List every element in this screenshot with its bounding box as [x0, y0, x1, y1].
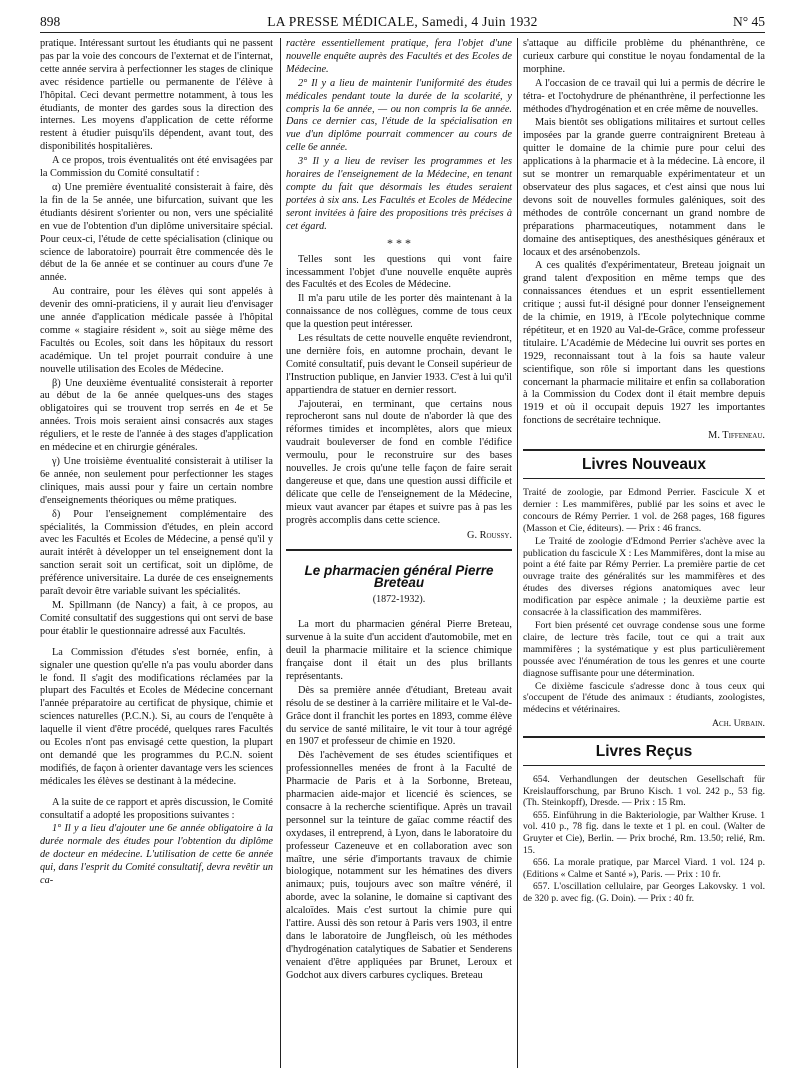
paragraph: J'ajouterai, en terminant, que certains nous reprocheront sans nul doute de n'aborder là que des réformes timides et incomplètes, alors que mieux vaudrait bouleverser de fond en comble l'édifice vermoulu, pour le reconstruire sur des bases nouvelles. Je crois qu'une telle façon de faire serait dangereuse et que, dans une question aussi difficile et délicate que celle de l'enseignement de la Médecine, mieux vaut avancer par étapes et suivre pas à pas les progrès accomplis dans cette science. [286, 398, 512, 526]
section-title-livres-recus: Livres Reçus [523, 742, 765, 766]
paragraph: δ) Pour l'enseignement complémentaire des spécialités, la Commission d'études, en plein accord avec les Facultés et Ecoles de Médecine, a pensé qu'il y aurait intérêt à développer un tel enseignement dont la sanction serait soit un certificat, soit un diplôme, de préférence universitaire. La durée de ces enseignements paraît devoir être variable suivant les spécialités. [40, 508, 273, 598]
article-title: Le pharmacien général Pierre Breteau [304, 562, 494, 591]
column-1 [40, 38, 273, 889]
signature: Ach. Urbain. [711, 718, 765, 730]
section-title-livres-nouveaux: Livres Nouveaux [523, 455, 765, 479]
signature: G. Roussy. [467, 529, 512, 541]
paragraph: La Commission d'études s'est bornée, enfin, à signaler une question qu'elle n'a pas voulu aborder dans le fond. Il s'agit des modifications réclamées par la plupart des Facultés et Ecoles de Médecine concernant l'année préparatoire au certificat de physique, chimie et sciences naturelles (P.C.N.). Si, au cours de l'enquête à laquelle il vient d'être procédé, quelques rares Facultés ou Ecoles n'ont pas envisagé cette question, la plupart ont demandé que les programmes du P.C.N. soient modifiés, de façon à orienter davantage vers les sciences médicales les élèves se destinant à la médecine. [40, 646, 274, 787]
paragraph: 1° Il y a lieu d'ajouter une 6e année obligatoire à la durée normale des études pour l'obtention du diplôme de docteur en médecine. L'utilisation de cette 6e année qui, dans l'esprit du Comité consultatif, devra revêtir un ca- [40, 823, 273, 887]
paragraph: β) Une deuxième éventualité consisterait à reporter au début de la 6e année quelques-uns des stages obligatoires qui se trouvent trop serrés en 4e et 5e années. Trois mois seraient ainsi consacrés aux stages réguliers, et le reste de l'année à des stages d'application en médecine et en chirurgie générales. [40, 377, 273, 454]
column-rule [280, 38, 281, 1068]
book-entry: 657. L'oscillation cellulaire, par Georges Lakovsky. 1 vol. de 320 p. avec fig. (G. Doin). — Prix : 40 fr. [523, 881, 765, 904]
page-number: 898 [40, 14, 61, 29]
paragraph: Il m'a paru utile de les porter dès maintenant à la connaissance de nos collègues, comme de tous ceux que la question peut intéresser. [286, 293, 512, 331]
paragraph: Dès l'achèvement de ses études scientifiques et professionnelles menées de front à la Faculté de Pharmacie de Paris et à la Sorbonne, Breteau, pharmacien aide-major et licencié ès sciences, se consacre à la recherche scientifique. Après un travail personnel sur la teinture de gaïac comme réactif des oxydases, il entreprend, à Lyon, dans le laboratoire du professeur Cazeneuve et en collaboration avec son maître, une série d'importants travaux de chimie biologique, notamment sur les hématines des divers animaux; puis, toujours avec son maître vénéré, il aborde, avec la solanine, le domaine si captivant des alcaloïdes. Mais c'est surtout la chimie pure qui l'attire. Aussi dès son retour à Paris vers 1903, il entre dans le laboratoire de Jungfleisch, où les méthodes d'hydrogénation catalytiques de Sabatier et Senderens venaient d'être appliquées par Brunet, Leroux et Godchot aux divers carbures cycliques. Breteau [286, 750, 512, 981]
signature: M. Tiffeneau. [708, 430, 765, 442]
paragraph: α) Une première éventualité consisterait à faire, dès la fin de la 5e année, une bifurcation, suivant que les étudiants désirent s'orienter ou non, vers une spécialité en vue de l'obtention d'un diplôme universitaire spécial. Pour ceux-ci, l'étude de cette spécialisation (clinique ou science de laboratoire) pourrait être commencée dès le début de la 6e année et se continuer au cours d'une 7e année. [40, 181, 273, 284]
paragraph: γ) Une troisième éventualité consisterait à utiliser la 6e année, non seulement pour perfectionner les stages cliniques, mais aussi pour y faire un certain nombre d'enseignements théoriques ou même pratiques. [40, 456, 273, 506]
book-review-heading: Traité de zoologie, par Edmond Perrier. Fascicule X et dernier : Les mammifères, publié par les soins et avec le concours de Rémy Perrier. 1 vol. de 268 pages, 168 figures (Masson et Cie, éditeurs). — Prix : 46 francs. [523, 487, 765, 534]
paragraph: A la suite de ce rapport et après discussion, le Comité consultatif a adopté les propositions suivantes : [40, 796, 273, 821]
paragraph: Au contraire, pour les élèves qui sont appelés à devenir des omni-praticiens, il y aurait lieu d'envisager une année d'application médicale passée à l'hôpital comme « stagiaire résident », soit au siège même des Facultés ou Ecoles, soit dans les hôpitaux du ressort académique. Un tel projet pourrait conduire à une nouvelle utilisation des Ecoles de Médecine. [40, 286, 273, 375]
divider [286, 549, 512, 551]
paragraph: Les résultats de cette nouvelle enquête reviendront, une dernière fois, en automne prochain, devant le Comité consultatif, puis devant le Conseil supérieur de l'Instruction publique, en Janvier 1933. C'est à lui qu'il appartiendra de statuer en dernier ressort. [286, 333, 512, 396]
paragraph: Mais bientôt ses obligations militaires et surtout celles imposées par la grande guerre contraignirent Breteau à quitter le domaine de la chimie pure pour celui des applications à la pharmacie et à la médecine. Là encore, il sut se montrer un remarquable expérimentateur et un observateur des plus sagaces, et c'est ainsi que nous lui devons soit de nouvelles formules galéniques, soit des méthodes de contrôle concernant un grand nombre de préparations pharmaceutiques, notamment dans le domaine des antiseptiques, des anesthésiques généraux et locaux et des arsénobenzols. [523, 117, 765, 258]
paragraph: Le Traité de zoologie d'Edmond Perrier s'achève avec la publication du fascicule X : Les Mammifères, dont la mise au point a été faite par Rémy Perrier. La première partie de cet ouvrage traite des généralités sur les mammifères et des études des diverses régions anatomiques avec leur modification par espèce animale ; la deuxième partie est consacrée à la classification des mammifères. [523, 535, 765, 619]
paragraph: ractère essentiellement pratique, fera l'objet d'une nouvelle enquête auprès des Facultés et des Ecoles de Médecine. [286, 38, 512, 75]
book-entry: 656. La morale pratique, par Marcel Viard. 1 vol. 124 p. (Editions « Calme et Santé »), Paris. — Prix : 10 fr. [523, 857, 765, 880]
paragraph: La mort du pharmacien général Pierre Breteau, survenue à la suite d'un accident d'automobile, met en deuil la pharmacie militaire et la science chimique française dont il était un des plus brillants représentants. [286, 619, 512, 682]
paragraph: A ces qualités d'expérimentateur, Breteau joignait un grand talent d'exposition en même temps que des connaissances étendues et un esprit essentiellement critique ; aussi fut-il désigné pour donner l'enseignement de la chimie, en 1919, à l'Ecole polytechnique comme répétiteur, et en 1920 au Val-de-Grâce, comme professeur titulaire. L'Académie de Médecine lui ouvrit ses portes en 1929, reconnaissant tout à la fois sa haute valeur scientifique, son rôle si important dans les questions concernant la pharmacie militaire et enfin sa collaboration à la Commission du Codex dont il était membre depuis 1919 et où il occupait depuis 1927 les importantes fonctions de secrétaire technique. [523, 260, 765, 427]
paragraph: s'attaque au difficile problème du phénanthrène, ce curieux carbure qui constitue le noyau fondamental de la morphine. [523, 38, 765, 75]
divider [523, 449, 765, 451]
column-2 [286, 38, 512, 984]
section-stars: * * * [387, 235, 411, 250]
paragraph: A ce propos, trois éventualités ont été envisagées par la Commission du Comité consultatif : [40, 155, 273, 180]
divider [523, 736, 765, 738]
paragraph: 3° Il y a lieu de reviser les programmes et les horaires de l'enseignement de la Médecine, en tenant compte du fait que désormais les études seraient portées à six ans. Les Facultés et Ecoles de Médecine seront invitées à faire des propositions très précises à cet égard. [286, 156, 512, 232]
column-rule [517, 38, 518, 1068]
paragraph: pratique. Intéressant surtout les étudiants qui ne passent pas par la voie des concours de l'externat et de l'internat, cette année servira à perfectionner les stages de clinique avec résidence partielle ou permanente de l'élève à l'hôpital. Ceci devant permettre notamment, à tous les étudiants, de monter des gardes sous la direction des internes. Les moyens d'application de cette réforme restent à étudier puisqu'ils dépendent, avant tout, des disponibilités hospitalières. [40, 38, 273, 153]
paragraph: 2° Il y a lieu de maintenir l'uniformité des études médicales pendant toute la durée de la scolarité, y compris la 6e année, — ou non compris la 6e année. Dans ce dernier cas, l'étude de la spécialisation en vue d'un diplôme pourrait commencer au cours de celle 6e année. [286, 77, 512, 154]
journal-title: LA PRESSE MÉDICALE, Samedi, 4 Juin 1932 [267, 14, 538, 29]
paragraph: M. Spillmann (de Nancy) a fait, à ce propos, au Comité consultatif des suggestions qui ont servi de base pour établir le questionnaire adressé aux Facultés. [40, 599, 273, 637]
paragraph: Ce dixième fascicule s'adresse donc à tous ceux qui s'occupent de l'étude des animaux : étudiants, zoologistes, médecins et vétérinaires. [523, 680, 765, 716]
paragraph: Telles sont les questions qui vont faire incessamment l'objet d'une nouvelle enquête auprès des Facultés et des Ecoles de Médecine. [286, 253, 512, 291]
issue-number: N° 45 [732, 14, 765, 29]
column-3 [523, 38, 765, 906]
paragraph: Dès sa première année d'étudiant, Breteau avait résolu de se destiner à la carrière militaire et le Val-de-Grâce dont il franchit les portes en 1893, comme élève du service de santé militaire, le vit tour à tour agrégé en 1907 et professeur de chimie en 1920. [286, 684, 512, 748]
article-dates: (1872-1932). [372, 594, 426, 606]
book-entry: 654. Verhandlungen der deutschen Gesellschaft für Kreislaufforschung, par Bruno Kisch. 1 vol. 242 p., 53 fig. (Th. Steinkopff), Dresde. — Prix : 15 Rm. [523, 774, 765, 809]
paragraph: Fort bien présenté cet ouvrage condense sous une forme claire, de lecture très facile, tout ce qui a trait aux mammifères ; la systématique y est plus particulièrement poussée avec l'énumération de tous les genres et une courte diagnose suffisante pour une détermination. [523, 619, 765, 679]
page-header [40, 12, 765, 33]
paragraph: A l'occasion de ce travail qui lui a permis de décrire le tétra- et l'octohydrure de phénanthrène, il perfectionne les méthodes d'hydrogénation et en crée même de nouvelles. [523, 77, 765, 115]
book-entry: 655. Einführung in die Bakteriologie, par Walther Kruse. 1 vol. 410 p., 78 fig. dans le texte et 1 pl. en coul. (Walter de Gruyter et Cie), Berlin. — Prix broché, Rm. 13.50; relié, Rm. 15. [523, 809, 765, 856]
